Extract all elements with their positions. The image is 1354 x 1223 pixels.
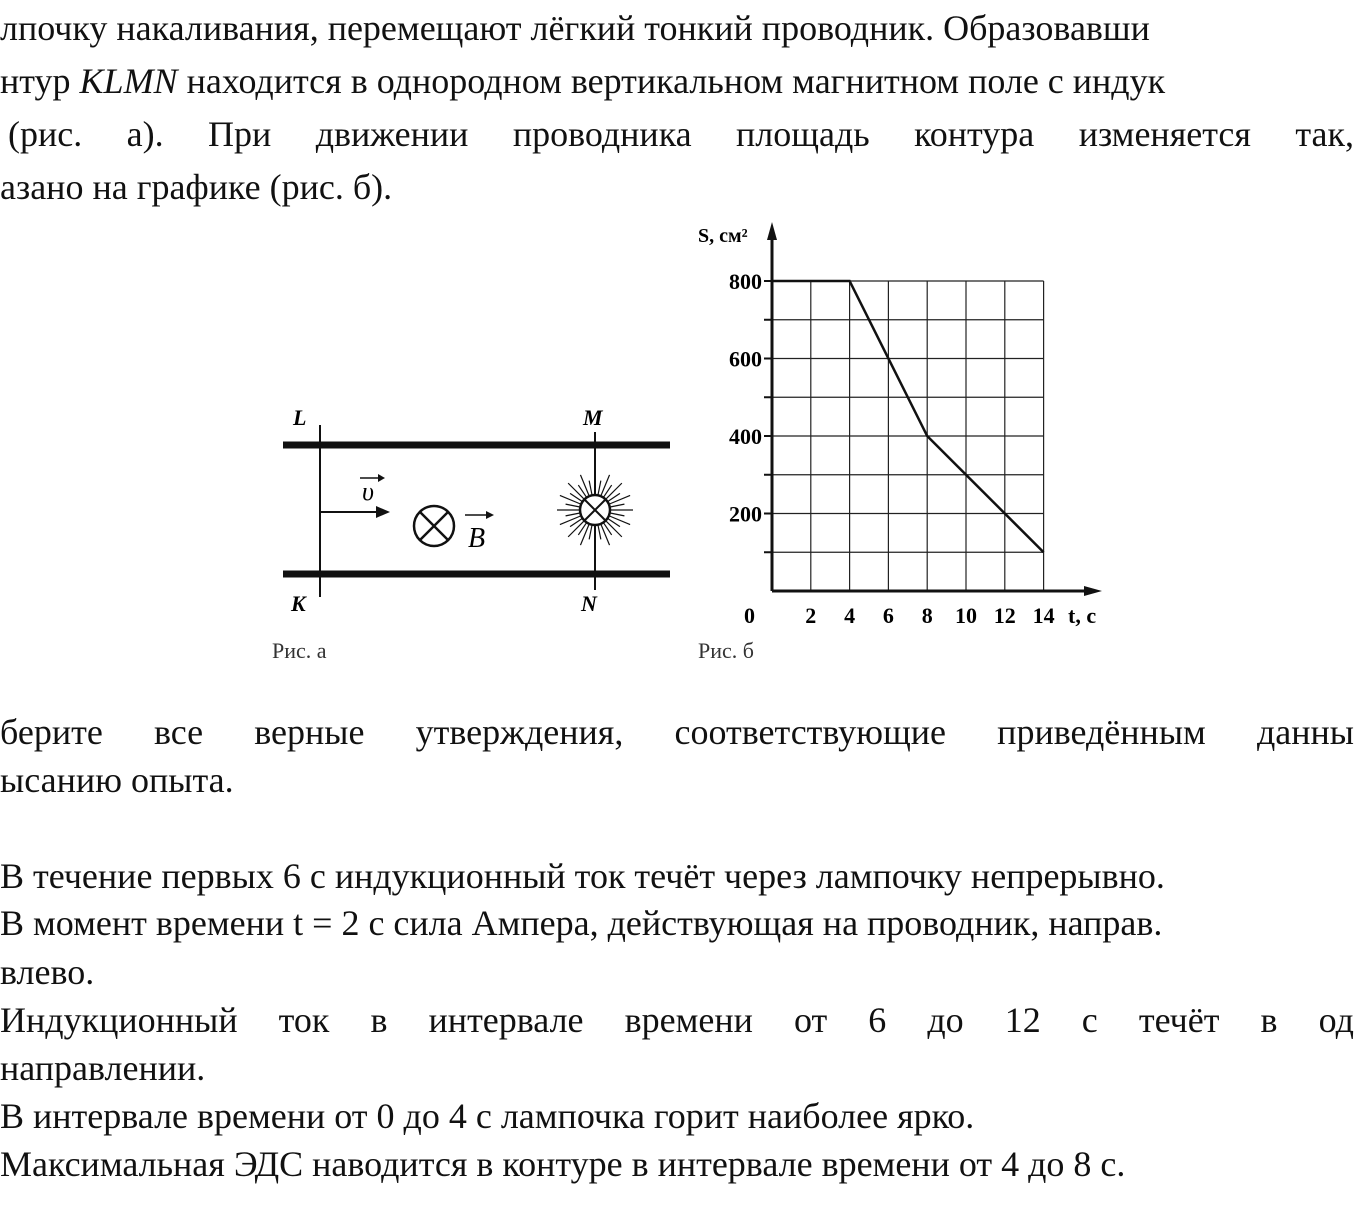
b-vector-mark-head [486, 511, 494, 519]
chart-grid [772, 281, 1044, 591]
option-3-cont: направлении. [0, 1048, 206, 1088]
figure-a-caption: Рис. а [272, 638, 327, 663]
x-tick-label: 4 [844, 603, 856, 628]
lamp-ray [601, 525, 609, 545]
x-tick-label: 12 [993, 603, 1016, 628]
contour-name: KLMN [79, 61, 178, 101]
intro-line-2-post: находится в однородном вертикальном магнитном поле с индук [177, 61, 1166, 101]
option-1: В течение первых 6 с индукционный ток течёт через лампочку непрерывно. [0, 856, 1165, 896]
intro-word: площадь [736, 114, 870, 154]
lamp-ray [568, 483, 584, 499]
label-K: K [291, 591, 306, 616]
v-vector-mark-head [378, 474, 385, 482]
option-3-word: в [1260, 1000, 1278, 1040]
option-3-word: с [1081, 1000, 1098, 1040]
question-word: данны [1256, 712, 1354, 752]
x-tick-label: 6 [882, 603, 894, 628]
lamp-ray [598, 526, 601, 540]
y-axis-label: S, см² [698, 225, 748, 247]
option-2: В момент времени t = 2 с сила Ампера, действующая на проводник, направ. [0, 903, 1163, 943]
x-tick-label: 8 [921, 603, 933, 628]
intro-word: движении [315, 114, 469, 154]
intro-line-2-pre: нтур [0, 61, 80, 101]
lamp-ray [601, 475, 609, 495]
option-3-word: до [927, 1000, 964, 1040]
lamp-ray [589, 526, 592, 540]
x-tick-label: 10 [955, 603, 977, 628]
chart-ticks [729, 269, 1055, 628]
lamp-ray [610, 516, 630, 524]
question-word: соответствующие [674, 712, 947, 752]
label-v: υ [362, 477, 374, 506]
intro-word: изменяется [1078, 114, 1251, 154]
lamp-ray [606, 483, 622, 499]
intro-word: контура [914, 114, 1035, 154]
lamp-ray [598, 481, 601, 495]
option-5: Максимальная ЭДС наводится в контуре в интервале времени от 4 до 8 с. [0, 1144, 1126, 1184]
origin-label: 0 [744, 603, 755, 628]
lamp-ray [568, 521, 584, 537]
question-word: приведённым [997, 712, 1206, 752]
question-word: берите [0, 712, 103, 752]
option-3 [0, 1002, 1354, 1038]
option-3-word: от [793, 1000, 828, 1040]
question-word: верные [254, 712, 365, 752]
intro-word: (рис. [8, 114, 83, 154]
x-axis-arrow [1084, 586, 1102, 596]
x-tick-label: 2 [805, 603, 817, 628]
intro-line-2 [0, 63, 1165, 99]
intro-word: При [208, 114, 272, 154]
velocity-arrowhead [376, 506, 390, 518]
intro-line-3 [8, 116, 1354, 152]
lamp-ray [560, 516, 580, 524]
option-3-word: течёт [1138, 1000, 1220, 1040]
option-4: В интервале времени от 0 до 4 с лампочка горит наиболее ярко. [0, 1096, 975, 1136]
option-2-cont: влево. [0, 952, 95, 992]
y-tick-label: 400 [729, 424, 762, 449]
y-axis-arrow [767, 222, 777, 240]
question-line-2: ысанию опыта. [0, 760, 234, 800]
intro-line-1: лпочку накаливания, перемещают лёгкий тонкий проводник. Образовавши [0, 8, 1150, 48]
y-tick-label: 600 [729, 346, 762, 372]
label-N: N [581, 591, 597, 616]
option-3-word: од [1318, 1000, 1354, 1040]
question-word: все [153, 712, 204, 752]
intro-word: так, [1295, 114, 1354, 154]
option-3-word: времени [624, 1000, 753, 1040]
y-tick-label: 800 [729, 269, 762, 294]
label-M: M [583, 405, 603, 430]
question-word: утверждения, [415, 712, 624, 752]
x-axis-label: t, с [1068, 603, 1097, 628]
lamp-ray [560, 495, 580, 503]
y-tick-label: 200 [729, 501, 762, 527]
figure-a-circuit [270, 395, 680, 625]
option-3-word: ток [278, 1000, 330, 1040]
option-3-word: 12 [1004, 1000, 1041, 1040]
option-3-word: Индукционный [0, 1000, 238, 1040]
lamp-ray [610, 495, 630, 503]
lamp-ray [606, 521, 622, 537]
lamp-ray [566, 513, 580, 516]
label-L: L [293, 405, 307, 430]
label-b: B [468, 523, 486, 554]
intro-word: проводника [512, 114, 692, 154]
lamp-ray [589, 481, 592, 495]
option-3-word: интервале [428, 1000, 584, 1040]
figure-b-caption: Рис. б [698, 638, 754, 663]
x-tick-label: 14 [1032, 603, 1055, 628]
lamp-ray [580, 475, 588, 495]
figure-b-chart [690, 215, 1110, 635]
lamp-ray [566, 504, 580, 507]
series-line [772, 281, 1044, 552]
option-3-word: в [370, 1000, 388, 1040]
lamp-ray [611, 513, 625, 516]
option-3-word: 6 [868, 1000, 887, 1040]
question-line-1 [0, 714, 1354, 750]
lamp-ray [611, 504, 625, 507]
intro-word: а). [126, 114, 164, 154]
intro-line-4: азано на графике (рис. б). [0, 167, 393, 207]
lamp-ray [580, 525, 588, 545]
